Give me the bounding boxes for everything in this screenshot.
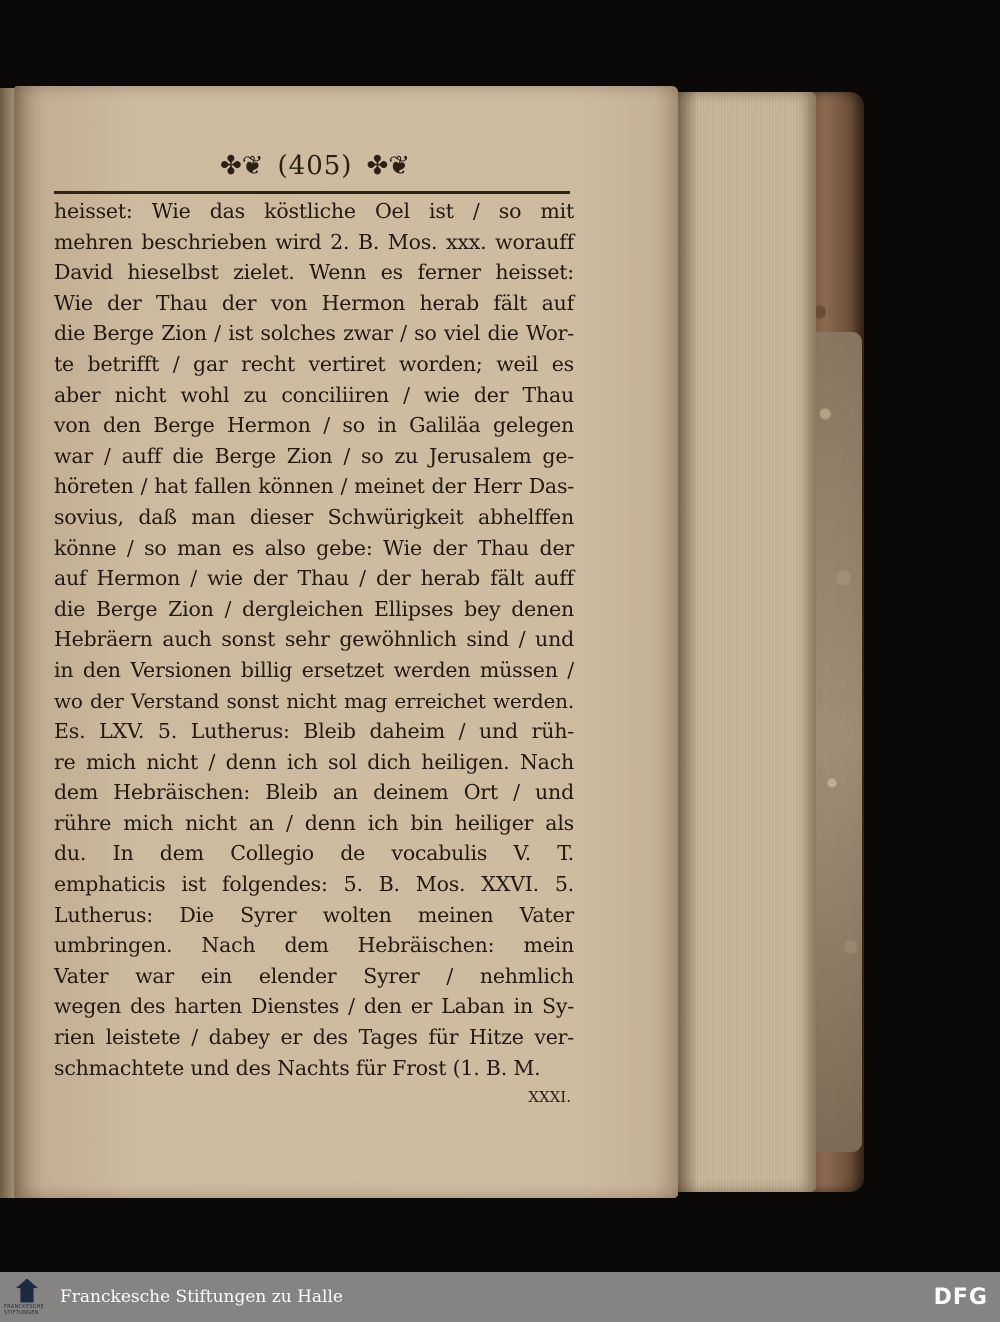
book-page	[14, 86, 678, 1198]
page-stack-edges	[676, 92, 816, 1192]
text-line: Hebräern auch sonst sehr gewöhnlich sind / und	[54, 627, 574, 652]
text-line: die Berge Zion / ist solches zwar / so viel die Wor-	[54, 321, 574, 346]
text-line: heisset: Wie das köstliche Oel ist / so mit	[54, 199, 574, 223]
text-line: rühre mich nicht an / denn ich bin heiliger als	[54, 810, 574, 835]
running-head	[200, 148, 430, 184]
institution-name[interactable]: Franckesche Stiftungen zu Halle	[60, 1287, 343, 1307]
text-line: te betrifft / gar recht vertiret worden; weil es	[54, 351, 574, 376]
text-line: wo der Verstand sonst nicht mag erreichet werden.	[54, 688, 574, 713]
dfg-logo[interactable]: DFG	[933, 1284, 988, 1310]
text-line: in den Versionen billig ersetzet werden müssen /	[54, 657, 574, 682]
logo-caption: FRANCKESCHE STIFTUNGEN	[4, 1303, 45, 1316]
text-line: mehren beschrieben wird 2. B. Mos. xxx. worauff	[54, 229, 574, 254]
text-line: wegen des harten Dienstes / den er Laban in Sy-	[54, 994, 574, 1019]
text-line: sovius, daß man dieser Schwürigkeit abhelffen	[54, 504, 574, 529]
text-line: auf Hermon / wie der Thau / der herab fält auff	[54, 566, 574, 591]
text-line: Lutherus: Die Syrer wolten meinen Vater	[54, 902, 574, 927]
text-line: die Berge Zion / dergleichen Ellipses bey denen	[54, 596, 574, 621]
header-rule	[54, 191, 570, 194]
text-line: höreten / hat fallen können / meinet der Herr Das-	[54, 474, 574, 499]
text-line: war / auff die Berge Zion / so zu Jerusalem ge-	[54, 443, 574, 468]
orphanage-emblem-icon	[16, 1279, 38, 1303]
text-line: re mich nicht / denn ich sol dich heiligen. Nach	[54, 749, 574, 774]
text-line: von den Berge Hermon / so in Galiläa gelegen	[54, 413, 574, 438]
text-line: emphaticis ist folgendes: 5. B. Mos. XXVI. 5.	[54, 872, 574, 897]
text-line: Vater war ein elender Syrer / nehmlich	[54, 963, 574, 988]
text-line: aber nicht wohl zu conciliiren / wie der Thau	[54, 382, 574, 407]
ornament-left-icon: ✤❦	[219, 151, 264, 181]
text-line: könne / so man es also gebe: Wie der Thau der	[54, 535, 574, 560]
page-stack-shade	[676, 92, 698, 1192]
text-line: dem Hebräischen: Bleib an deinem Ort / und	[54, 780, 574, 805]
text-line: David hieselbst zielet. Wenn es ferner heisset:	[54, 260, 574, 285]
text-line: Wie der Thau der von Hermon herab fält auf	[54, 290, 574, 315]
text-line: du. In dem Collegio de vocabulis V. T.	[54, 841, 574, 866]
text-line: umbringen. Nach dem Hebräischen: mein	[54, 933, 574, 958]
footer-bar	[0, 1272, 1000, 1322]
text-line: schmachtete und des Nachts für Frost (1. B. M.	[54, 1055, 541, 1080]
institution-logo[interactable]	[4, 1274, 50, 1320]
text-line: rien leistete / dabey er des Tages für Hitze ver-	[54, 1025, 574, 1050]
body-text	[54, 196, 574, 1083]
marbled-cover	[816, 332, 862, 1152]
catchword: XXXI.	[528, 1088, 571, 1106]
page-number: (405)	[277, 151, 353, 181]
text-line: Es. LXV. 5. Lutherus: Bleib daheim / und rüh-	[54, 719, 574, 744]
ornament-right-icon: ✤❦	[366, 151, 411, 181]
